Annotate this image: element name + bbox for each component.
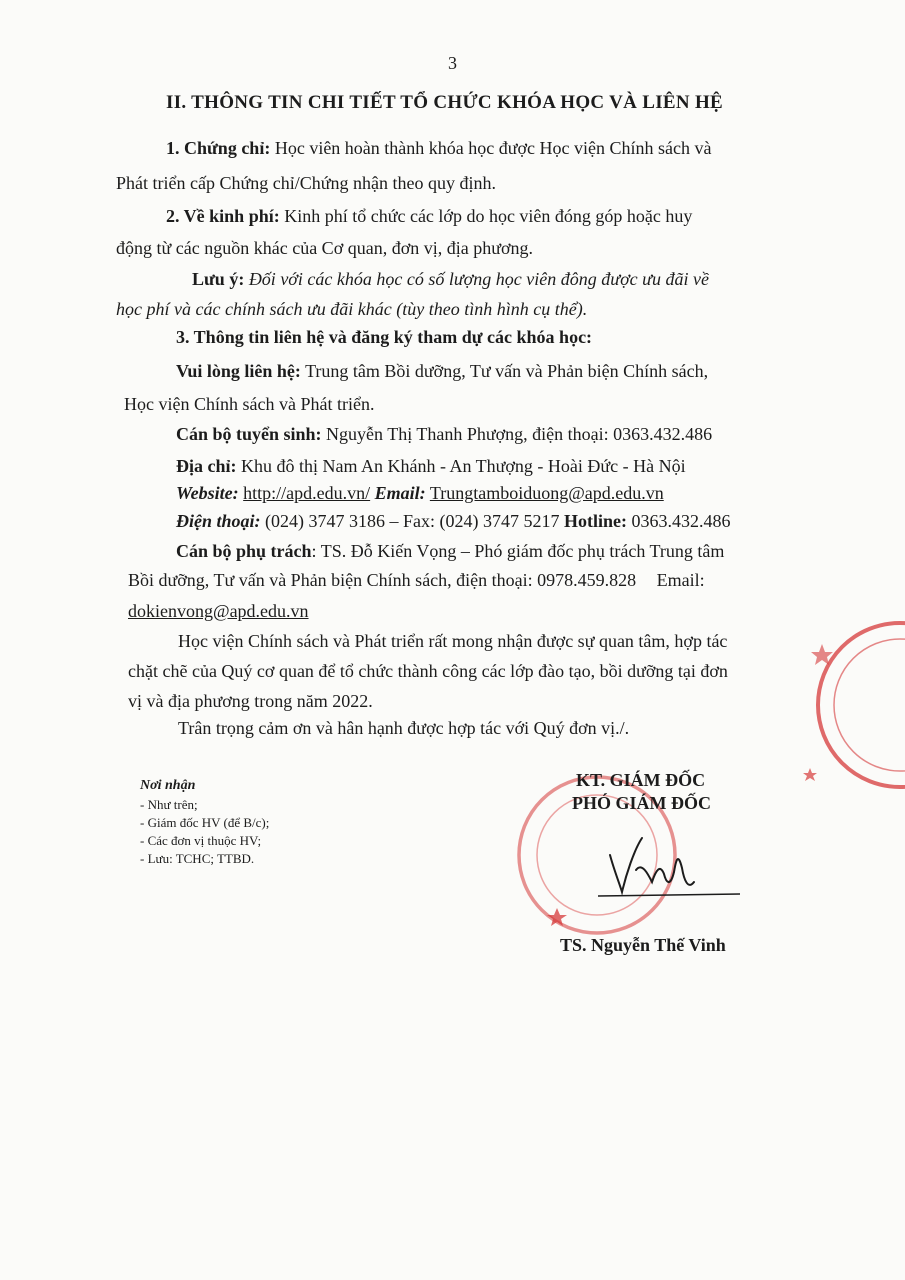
contact-line-1 <box>176 360 708 382</box>
signer-name: TS. Nguyễn Thế Vinh <box>560 935 726 955</box>
manager-email-link[interactable]: dokienvong@apd.edu.vn <box>128 601 309 621</box>
hotline-label: Hotline: <box>564 511 627 531</box>
web-line <box>176 482 664 504</box>
recipient-item: - Như trên; <box>140 797 198 812</box>
signature-role-1: KT. GIÁM ĐỐC <box>576 770 706 790</box>
funding-text-2: động từ các nguồn khác của Cơ quan, đơn vị, địa phương. <box>116 238 533 258</box>
note-text-2: học phí và các chính sách ưu đãi khác (tùy theo tình hình cụ thể). <box>116 299 588 319</box>
note-text-1: Đối với các khóa học có số lượng học viên đông được ưu đãi về <box>248 269 709 289</box>
hotline-value: 0363.432.486 <box>631 511 731 531</box>
certificate-text-2: Phát triển cấp Chứng chỉ/Chứng nhận theo quy định. <box>116 173 496 193</box>
phone-label: Điện thoại: <box>176 511 261 531</box>
note-line-1 <box>192 268 709 290</box>
email-label: Email: <box>374 483 426 503</box>
closing-line-3: vị và địa phương trong năm 2022. <box>128 691 373 711</box>
manager-text-1: : TS. Đỗ Kiến Vọng – Phó giám đốc phụ trách Trung tâm <box>311 541 725 561</box>
note-label: Lưu ý: <box>192 269 245 289</box>
closing-line-1: Học viện Chính sách và Phát triển rất mong nhận được sự quan tâm, hợp tác <box>178 631 728 651</box>
phone-value: (024) 3747 3186 – Fax: (024) 3747 5217 <box>265 511 560 531</box>
official-stamp-partial <box>780 620 905 790</box>
manager-line-2 <box>128 569 705 591</box>
section-title: II. THÔNG TIN CHI TIẾT TỔ CHỨC KHÓA HỌC VÀ LIÊN HỆ <box>166 92 723 113</box>
recipients-title: Nơi nhận <box>140 778 196 793</box>
address-line <box>176 455 686 477</box>
closing-thanks: Trân trọng cảm ơn và hân hạnh được hợp tác với Quý đơn vị./. <box>178 718 630 738</box>
funding-label: 2. Về kinh phí: <box>166 206 280 226</box>
contact-heading: 3. Thông tin liên hệ và đăng ký tham dự các khóa học: <box>176 327 593 347</box>
recipient-item: - Giám đốc HV (để B/c); <box>140 815 270 830</box>
funding-text-1: Kinh phí tổ chức các lớp do học viên đóng góp hoặc huy <box>284 206 693 226</box>
address-label: Địa chỉ: <box>176 456 237 476</box>
manager-line-1 <box>176 540 724 562</box>
contact-label: Vui lòng liên hệ: <box>176 361 301 381</box>
address-value: Khu đô thị Nam An Khánh - An Thượng - Hoài Đức - Hà Nội <box>241 456 686 476</box>
certificate-text-1: Học viên hoàn thành khóa học được Học viện Chính sách và <box>274 138 712 158</box>
recipient-item: - Các đơn vị thuộc HV; <box>140 833 262 848</box>
contact-text-1: Trung tâm Bồi dưỡng, Tư vấn và Phản biện Chính sách, <box>305 361 709 381</box>
website-label: Website: <box>176 483 239 503</box>
signature-role-2: PHÓ GIÁM ĐỐC <box>572 793 711 813</box>
manager-label: Cán bộ phụ trách <box>176 541 312 561</box>
contact-text-2: Học viện Chính sách và Phát triển. <box>124 394 375 414</box>
enroll-line <box>176 423 712 445</box>
website-link[interactable]: http://apd.edu.vn/ <box>243 483 371 503</box>
email-link[interactable]: Trungtamboiduong@apd.edu.vn <box>429 483 664 503</box>
phone-line <box>176 510 731 532</box>
funding-line-1 <box>166 205 692 227</box>
handwritten-signature <box>590 830 760 905</box>
certificate-label: 1. Chứng chỉ: <box>166 138 271 158</box>
recipient-item: - Lưu: TCHC; TTBD. <box>140 851 255 866</box>
enroll-label: Cán bộ tuyển sinh: <box>176 424 322 444</box>
certificate-line-1 <box>166 137 712 159</box>
manager-text-2: Bồi dưỡng, Tư vấn và Phản biện Chính sách, điện thoại: 0978.459.828 <box>128 570 637 590</box>
closing-line-2: chặt chẽ của Quý cơ quan để tổ chức thành công các lớp đào tạo, bồi dưỡng tại đơn <box>128 661 728 681</box>
manager-email-label: Email: <box>656 570 705 590</box>
enroll-value: Nguyễn Thị Thanh Phượng, điện thoại: 0363.432.486 <box>326 424 713 444</box>
page-number: 3 <box>448 53 457 73</box>
